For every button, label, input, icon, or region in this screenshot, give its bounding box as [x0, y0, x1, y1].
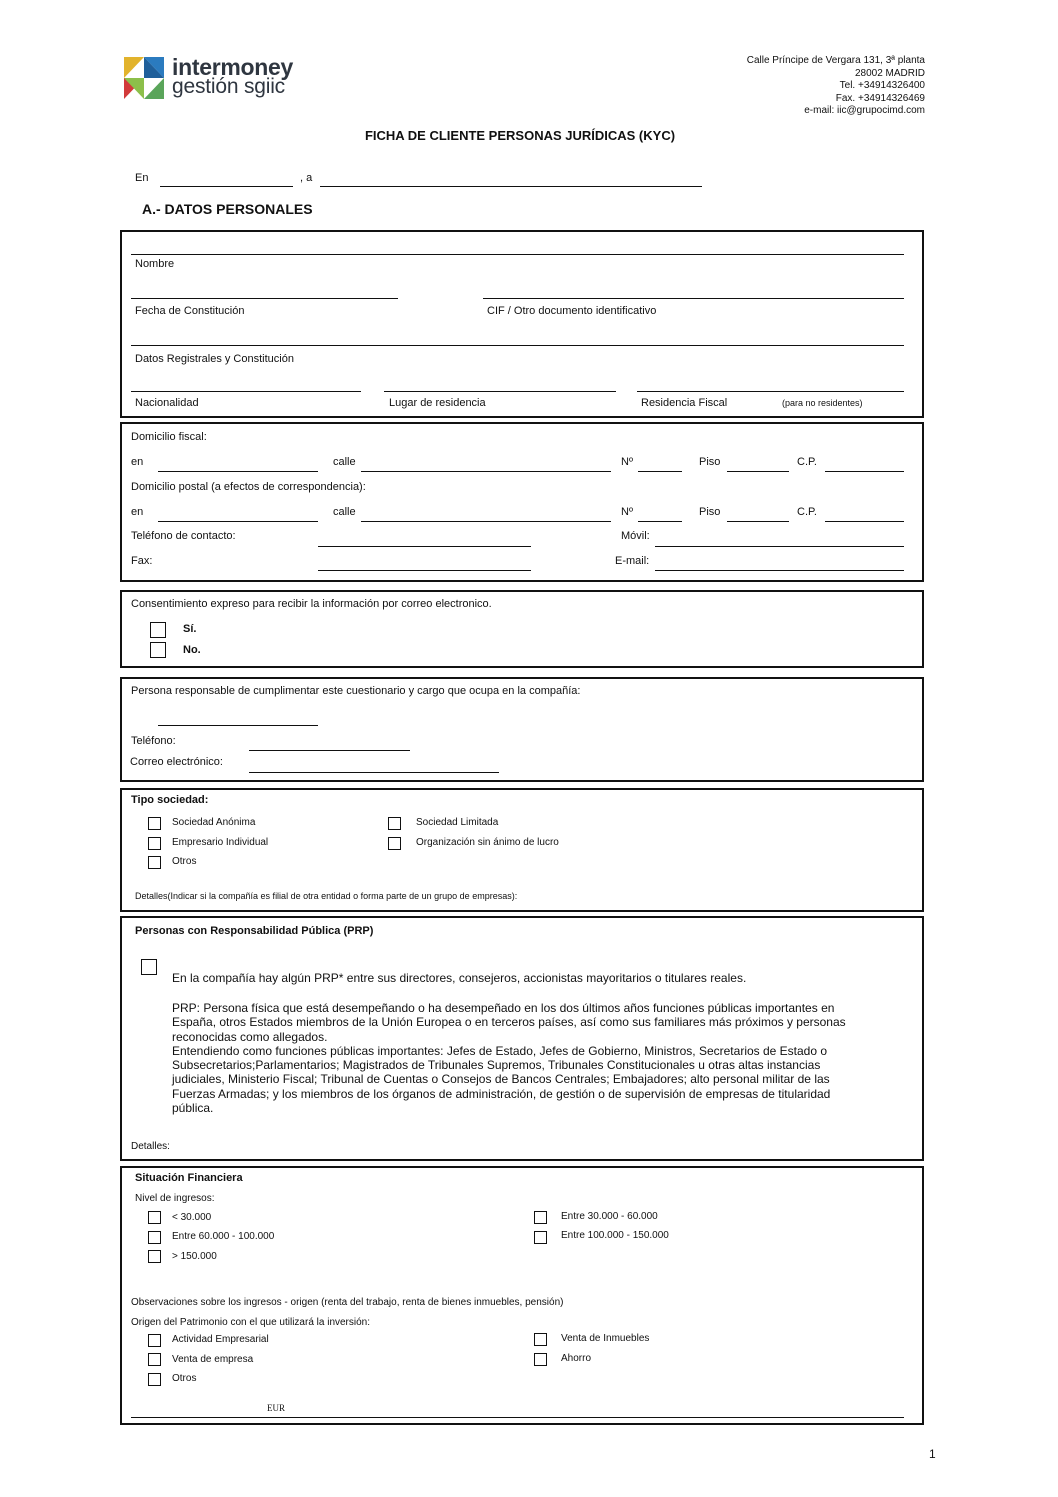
- otros-sociedad-label: Otros: [172, 856, 197, 867]
- postal-cp-field[interactable]: [825, 521, 904, 522]
- fiscal-numero-field[interactable]: [638, 471, 682, 472]
- datos-personales-box: [120, 230, 924, 418]
- email-field[interactable]: [655, 570, 904, 571]
- domicilio-box: [120, 422, 924, 582]
- financiera-box: [120, 1166, 924, 1425]
- address-line: e-mail: iic@grupocimd.com: [804, 105, 925, 117]
- lugar-residencia-label: Lugar de residencia: [389, 397, 486, 409]
- sociedad-limitada-label: Sociedad Limitada: [416, 817, 499, 828]
- address-line: Tel. +34914326400: [839, 80, 925, 92]
- financiera-title: Situación Financiera: [135, 1172, 243, 1184]
- page-title: FICHA DE CLIENTE PERSONAS JURÍDICAS (KYC): [364, 128, 676, 143]
- a-label: , a: [300, 172, 313, 184]
- responsable-telefono-field[interactable]: [249, 750, 410, 751]
- logo-text-line1: intermoney: [172, 54, 293, 80]
- otros-origen-label: Otros: [172, 1373, 197, 1384]
- fax-field[interactable]: [318, 570, 531, 571]
- responsable-field[interactable]: [158, 725, 318, 726]
- fiscal-piso-label: Piso: [699, 456, 721, 468]
- no-label: No.: [183, 644, 201, 656]
- address-line: Calle Príncipe de Vergara 131, 3ª planta: [746, 55, 925, 66]
- actividad-empresarial-label: Actividad Empresarial: [172, 1334, 269, 1345]
- fiscal-piso-field[interactable]: [727, 471, 789, 472]
- en-label: En: [135, 172, 149, 184]
- datos-registrales-field[interactable]: [131, 345, 904, 346]
- ingresos-gt150-label: > 150.000: [172, 1251, 217, 1262]
- fiscal-en-field[interactable]: [158, 471, 318, 472]
- cif-label: CIF / Otro documento identificativo: [487, 305, 657, 317]
- actividad-empresarial-checkbox[interactable]: [148, 1334, 161, 1347]
- sociedad-limitada-checkbox[interactable]: [388, 817, 401, 830]
- prp-definition-line: reconocidas como allegados.: [172, 1029, 328, 1044]
- postal-calle-label: calle: [333, 506, 356, 518]
- telefono-contacto-label: Teléfono de contacto:: [131, 530, 236, 542]
- origen-patrimonio-label: Origen del Patrimonio con el que utilizará la inversión:: [131, 1317, 371, 1328]
- prp-definition-line: Subsecretarios;Parlamentarios; Magistrados de Tribunales Supremos, Tribunales Constitucionales u otras altas instancias: [172, 1058, 821, 1073]
- postal-cp-label: C.P.: [797, 506, 817, 518]
- si-checkbox[interactable]: [150, 622, 166, 638]
- postal-piso-label: Piso: [699, 506, 721, 518]
- fax-label: Fax:: [131, 555, 153, 567]
- empresario-individual-label: Empresario Individual: [172, 837, 269, 848]
- responsable-telefono-label: Teléfono:: [131, 735, 176, 747]
- section-a-title: A.- DATOS PERSONALES: [142, 201, 313, 217]
- lugar-residencia-field[interactable]: [384, 391, 616, 392]
- fiscal-numero-label: Nº: [621, 456, 633, 468]
- venta-inmuebles-label: Venta de Inmuebles: [561, 1333, 650, 1344]
- prp-definition-line: pública.: [172, 1101, 214, 1116]
- responsable-correo-label: Correo electrónico:: [130, 756, 223, 768]
- tipo-sociedad-title: Tipo sociedad:: [131, 794, 209, 806]
- tipo-sociedad-detalles: Detalles(Indicar si la compañía es filial de otra entidad o forma parte de un grupo de empresas):: [135, 891, 518, 901]
- residencia-fiscal-field[interactable]: [637, 391, 904, 392]
- no-checkbox[interactable]: [150, 642, 166, 658]
- nacionalidad-label: Nacionalidad: [135, 397, 199, 409]
- company-logo: [124, 56, 294, 100]
- si-label: Sí.: [183, 623, 197, 635]
- company-address: [665, 55, 925, 118]
- address-line: Fax. +34914326469: [835, 92, 925, 104]
- address-line: 28002 MADRID: [854, 67, 925, 79]
- logo-mark-icon: [124, 57, 164, 99]
- venta-empresa-checkbox[interactable]: [148, 1353, 161, 1366]
- ahorro-checkbox[interactable]: [534, 1353, 547, 1366]
- nivel-ingresos-label: Nivel de ingresos:: [135, 1193, 215, 1204]
- page-number: 1: [929, 1447, 936, 1461]
- nombre-label: Nombre: [135, 258, 175, 270]
- prp-definition-line: Fuerzas Armadas; y los miembros de los órganos de administración, de gestión o de supervisión de empresas de titularidad: [172, 1086, 831, 1101]
- importe-field[interactable]: [131, 1417, 904, 1418]
- sin-animo-lucro-checkbox[interactable]: [388, 837, 401, 850]
- venta-empresa-label: Venta de empresa: [172, 1354, 254, 1365]
- consentimiento-label: Consentimiento expreso para recibir la información por correo electronico.: [131, 598, 492, 610]
- fiscal-calle-field[interactable]: [361, 471, 611, 472]
- sociedad-anonima-checkbox[interactable]: [148, 817, 161, 830]
- postal-en-field[interactable]: [158, 521, 318, 522]
- fiscal-calle-label: calle: [333, 456, 356, 468]
- ingresos-gt150-checkbox[interactable]: [148, 1250, 161, 1263]
- postal-piso-field[interactable]: [727, 521, 789, 522]
- ingresos-30-60-checkbox[interactable]: [534, 1211, 547, 1224]
- postal-numero-label: Nº: [621, 506, 633, 518]
- logo-text-line2: gestión sgiic: [172, 75, 285, 98]
- otros-origen-checkbox[interactable]: [148, 1373, 161, 1386]
- ingresos-lt30-label: < 30.000: [172, 1212, 212, 1223]
- currency-label: EUR: [267, 1403, 285, 1413]
- ahorro-label: Ahorro: [561, 1353, 592, 1364]
- date-field[interactable]: [320, 186, 702, 187]
- responsable-label: Persona responsable de cumplimentar este cuestionario y cargo que ocupa en la compañía:: [131, 685, 581, 697]
- prp-definition-line: Entendiendo como funciones públicas importantes: Jefes de Estado, Jefes de Gobierno, Ministros, Secretarios de Estado o: [172, 1043, 828, 1058]
- postal-calle-field[interactable]: [361, 521, 611, 522]
- ingresos-100-150-checkbox[interactable]: [534, 1231, 547, 1244]
- sin-animo-lucro-label: Organización sin ánimo de lucro: [416, 837, 559, 848]
- ingresos-60-100-label: Entre 60.000 - 100.000: [172, 1231, 275, 1242]
- prp-title: Personas con Responsabilidad Pública (PRP): [135, 925, 374, 937]
- postal-en-label: en: [131, 506, 144, 518]
- email-label: E-mail:: [615, 555, 650, 567]
- cif-field[interactable]: [483, 298, 904, 299]
- domicilio-fiscal-label: Domicilio fiscal:: [131, 431, 207, 443]
- place-field[interactable]: [160, 186, 293, 187]
- fecha-constitucion-field[interactable]: [131, 298, 398, 299]
- empresario-individual-checkbox[interactable]: [148, 837, 161, 850]
- prp-definition: [172, 1001, 912, 1115]
- venta-inmuebles-checkbox[interactable]: [534, 1333, 547, 1346]
- nacionalidad-field[interactable]: [131, 391, 361, 392]
- ingresos-100-150-label: Entre 100.000 - 150.000: [561, 1230, 669, 1241]
- observaciones-label: Observaciones sobre los ingresos - origen (renta del trabajo, renta de bienes inmuebles, pensión): [131, 1297, 564, 1308]
- sociedad-anonima-label: Sociedad Anónima: [172, 817, 256, 828]
- ingresos-30-60-label: Entre 30.000 - 60.000: [561, 1211, 658, 1222]
- residencia-fiscal-label: Residencia Fiscal: [641, 397, 728, 409]
- fiscal-cp-label: C.P.: [797, 456, 817, 468]
- prp-definition-line: judiciales, Ministerio Fiscal; Tribunal de Cuentas o Consejos de Bancos Centrales; Embajadores; alto personal militar de las: [172, 1072, 830, 1087]
- movil-field[interactable]: [655, 546, 904, 547]
- ingresos-lt30-checkbox[interactable]: [148, 1211, 161, 1224]
- prp-detalles: Detalles:: [131, 1141, 170, 1152]
- telefono-contacto-field[interactable]: [318, 546, 531, 547]
- prp-checkbox[interactable]: [141, 959, 157, 975]
- responsable-correo-field[interactable]: [249, 772, 499, 773]
- movil-label: Móvil:: [621, 530, 650, 542]
- fiscal-cp-field[interactable]: [825, 471, 904, 472]
- nombre-field[interactable]: [131, 254, 904, 255]
- fiscal-en-label: en: [131, 456, 144, 468]
- postal-numero-field[interactable]: [638, 521, 682, 522]
- prp-definition-line: España, otros Estados miembros de la Unión Europea o en terceros países, así como sus familiares más próximos y personas: [172, 1015, 846, 1030]
- no-residentes-note: (para no residentes): [782, 398, 863, 408]
- datos-registrales-label: Datos Registrales y Constitución: [135, 353, 294, 365]
- ingresos-60-100-checkbox[interactable]: [148, 1231, 161, 1244]
- prp-definition-line: PRP: Persona física que está desempeñando o ha desempeñado en los dos últimos años funciones públicas importantes en: [172, 1001, 835, 1015]
- otros-sociedad-checkbox[interactable]: [148, 856, 161, 869]
- domicilio-postal-label: Domicilio postal (a efectos de correspondencia):: [131, 481, 366, 493]
- fecha-constitucion-label: Fecha de Constitución: [135, 305, 245, 317]
- prp-checkbox-label: En la compañía hay algún PRP* entre sus directores, consejeros, accionistas mayoritarios o titulares reales.: [172, 971, 747, 985]
